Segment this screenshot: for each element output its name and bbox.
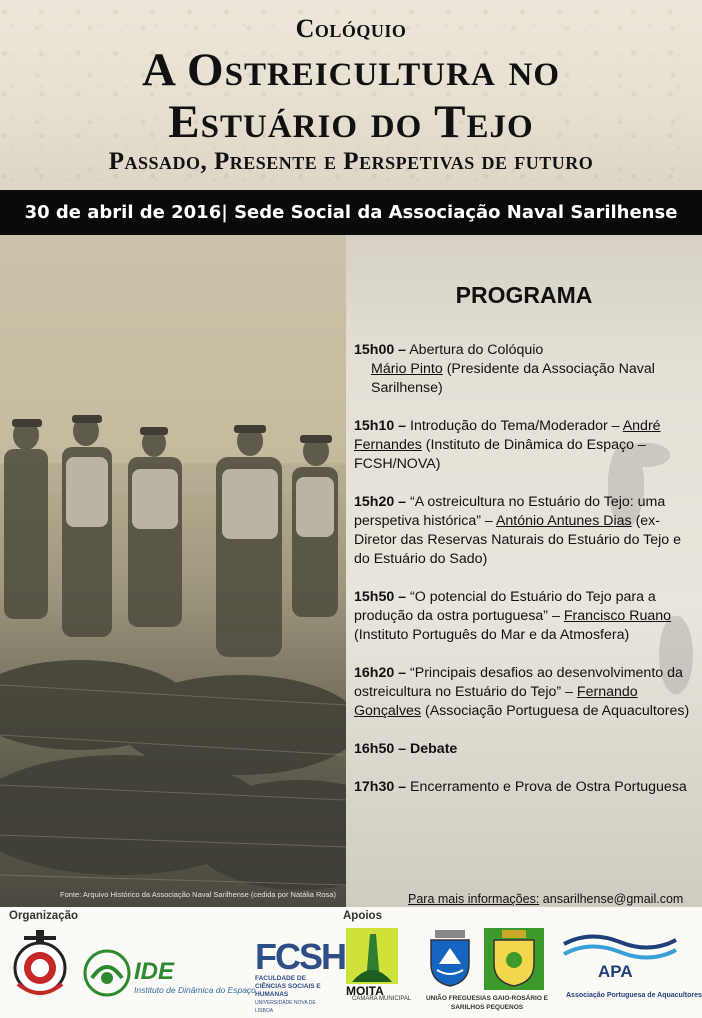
moita-logo-icon	[346, 928, 398, 984]
gaio-rosario-crest-icon	[425, 928, 475, 990]
historical-photo	[0, 235, 346, 907]
program-text: Encerramento e Prova de Ostra Portuguesa	[406, 779, 687, 795]
apa-subtitle: Associação Portuguesa de Aquacultores	[566, 992, 702, 999]
apa-waves-icon	[560, 928, 680, 962]
poster-header	[0, 0, 702, 190]
fcsh-university: UNIVERSIDADE NOVA DE LISBOA	[255, 1000, 316, 1014]
program-time: 15h10 –	[354, 418, 407, 434]
speaker-name: Francisco Ruano	[563, 608, 672, 624]
sarilhos-pequenos-crest-icon	[484, 928, 544, 990]
program-list	[354, 341, 694, 816]
ide-subtitle: Instituto de Dinâmica do Espaço	[134, 985, 256, 995]
program-item-1510	[354, 417, 694, 474]
event-title-line1: A Ostreicultura no	[141, 44, 561, 96]
speaker-name: André Fernandes	[354, 418, 661, 453]
fcsh-name: FCSH	[255, 936, 345, 977]
speaker-name: António Antunes Dias	[495, 513, 632, 529]
speaker-name: Mário Pinto	[371, 361, 443, 377]
program-item-1500	[354, 341, 694, 398]
organization-label: Organização	[9, 910, 79, 922]
ans-crest-logo	[10, 928, 70, 1008]
program-text: Abertura do Colóquio	[406, 342, 544, 358]
program-time: 15h00 –	[354, 342, 407, 358]
program-time: 15h50 –	[354, 589, 407, 605]
program-title: PROGRAMA	[455, 282, 593, 308]
program-time: 15h20 –	[354, 494, 407, 510]
more-info-email[interactable]: ansarilhense@gmail.com	[539, 892, 684, 906]
program-time: 16h20 –	[354, 665, 407, 681]
speaker-affiliation: (Instituto Português do Mar e da Atmosfera)	[354, 627, 630, 643]
speaker-affiliation: (Instituto de Dinâmica do Espaço – FCSH/NOVA)	[354, 437, 646, 472]
program-item-1730	[354, 778, 694, 797]
fcsh-subtitle	[255, 975, 335, 1015]
event-kicker: Colóquio	[295, 14, 407, 43]
event-title	[0, 44, 702, 148]
program-text: Introdução do Tema/Moderador –	[406, 418, 623, 434]
ide-name: IDE	[134, 958, 175, 985]
moita-name: MOITA	[346, 984, 384, 998]
program-item-1650	[354, 740, 694, 759]
support-label: Apoios	[343, 910, 382, 922]
fcsh-faculty: FACULDADE DE CIÊNCIAS SOCIAIS E HUMANAS	[255, 975, 321, 998]
moita-subtitle: CÂMARA MUNICIPAL	[352, 996, 412, 1002]
program-text: “O potencial do Estuário do Tejo para a produção da ostra portuguesa” –	[354, 589, 656, 624]
speaker-affiliation: (Associação Portuguesa de Aquacultores)	[421, 703, 690, 719]
more-info-label: Para mais informações:	[408, 892, 540, 906]
speaker-affiliation: (ex-Diretor das Reservas Naturais do Estuário do Tejo e do Estuário do Sado)	[354, 513, 681, 567]
program-text: “Principais desafios ao desenvolvimento da ostreicultura no Estuário do Tejo” –	[354, 665, 683, 700]
event-title-line2: Estuário do Tejo	[168, 96, 534, 148]
program-item-1620	[354, 664, 694, 721]
program-time: 16h50 – Debate	[354, 741, 458, 757]
uniao-freguesias-name: UNIÃO FREGUESIAS GAIO-ROSÁRIO E SARILHOS PEQUENOS	[425, 995, 549, 1011]
photo-credit: Fonte: Arquivo Histórico da Associação Naval Sarilhense (cedida por Natália Rosa)	[60, 890, 336, 899]
event-subtitle: Passado, Presente e Perspetivas de futuro	[108, 148, 594, 175]
speaker-name: Fernando Gonçalves	[354, 684, 638, 719]
photo-illustration	[0, 235, 346, 907]
ide-logo-icon	[82, 948, 132, 998]
apa-name: APA	[598, 962, 633, 981]
speaker-affiliation: (Presidente da Associação Naval Sarilhense)	[371, 361, 655, 396]
program-time: 17h30 –	[354, 779, 407, 795]
program-item-1520	[354, 493, 694, 569]
date-location-bar: 30 de abril de 2016| Sede Social da Associação Naval Sarilhense	[0, 190, 702, 235]
program-text: “A ostreicultura no Estuário do Tejo: uma perspetiva histórica” –	[354, 494, 666, 529]
program-item-1550	[354, 588, 694, 645]
more-info	[408, 892, 683, 906]
program-speaker-line	[354, 360, 694, 398]
